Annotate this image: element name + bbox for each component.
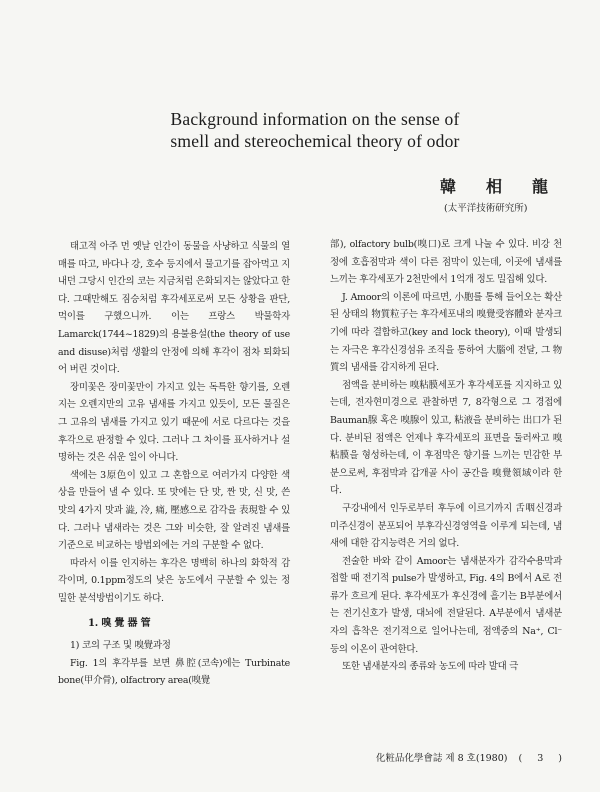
page-number: ( 3 ) bbox=[518, 753, 568, 764]
journal-citation: 化粧品化學會誌 제 8 호(1980) bbox=[375, 753, 508, 764]
paragraph: J. Amoor의 이론에 따르면, 小胞를 통해 들어오는 확산된 상태의 物質粒子는 후각세포내의 嗅覺受容體와 분자크기에 따라 결합하고(key and lock theory), 이때 발생되는 자극은 후각신경섬유 조직을 통하여 大腦에 전달, 그 物質의 냄새를 감지하게 된다. bbox=[330, 291, 562, 374]
paragraph: 구강내에서 인두로부터 후두에 이르기까지 舌咽신경과 미주신경이 분포되어 부후각신경영역을 이루게 되는데, 냄새에 대한 감지능력은 거의 없다. bbox=[330, 502, 562, 550]
paragraph: 또한 냄새분자의 종류와 농도에 따라 발대 극 bbox=[342, 661, 519, 673]
subsection-heading: 1) 코의 구조 및 嗅覺과정 bbox=[70, 640, 171, 652]
title-line-2: smell and stereochemical theory of odor bbox=[170, 131, 460, 151]
paragraph: 태고적 아주 먼 옛날 인간이 동물을 사냥하고 식물의 열매를 따고, 바다나 강, 호수 등지에서 물고기를 잡아먹고 지내던 그당시 인간의 코는 지금처럼 은화되지는 않았다고 한다. 그때만해도 짐승처럼 후각세포로써 모든 상황을 판단, 먹이를 구했으니까. 이는 프랑스 박물학자 Lamarck(1744~1829)의 용불용설(the theory of use and disuse)처럼 생활의 안정에 의해 후각이 점차 퇴화되어 버린 것이다. bbox=[58, 241, 291, 376]
paragraph: 색에는 3原色이 있고 그 혼합으로 여러가지 다양한 색상을 만들어 낼 수 있다. 또 맛에는 단 맛, 짠 맛, 신 맛, 쓴 맛의 4가지 맛과 澁, 冷, 痛, 壓感으로 감각을 表現할 수 있다. 그러나 냄새라는 것은 그와 비슷한, 잘 알려진 냄새를 기준으로 비교하는 방법외에는 거의 구분할 수 없다. bbox=[58, 469, 290, 552]
section-heading: 1. 嗅 覺 器 管 bbox=[88, 618, 151, 630]
author-name: 韓相龍 bbox=[440, 177, 579, 196]
paragraph: 部), olfactory bulb(嗅口)로 크게 나눌 수 있다. 비강 천정에 호흡점막과 색이 다른 점막이 있는데, 이곳에 냄새를 느끼는 후각세포가 2천만에서 1억개 정도 밀집해 있다. bbox=[330, 239, 562, 286]
paragraph: 장미꽃은 장미꽃만이 가지고 있는 독특한 향기를, 오렌지는 오렌지만의 고유 냄새를 가지고 있듯이, 모든 물질은 그 고유의 냄새를 가지고 있기 때문에 서로 다르다는 것을 후각으로 판정할 수 있다. 그러나 그 차이를 표사하거나 설명하는 것은 쉬운 일이 아니다. bbox=[58, 381, 290, 464]
paragraph: 전술한 바와 같이 Amoor는 냄새분자가 감각수용막과 접할 때 전기적 pulse가 발생하고, Fig. 4의 B에서 A로 전류가 흐르게 된다. 후각세포가 후신경에 흘기는 B부분에서는 전기신호가 발생, 대뇌에 전달된다. A부분에서 냄새분자의 흡착은 전기적으로 일어나는데, 점액중의 Na⁺, Cl⁻ 등의 이온이 관여한다. bbox=[330, 555, 562, 655]
article-title bbox=[150, 108, 480, 152]
title-line-1: Background information on the sense of bbox=[170, 109, 460, 129]
paragraph: 점액을 분비하는 嗅粘膜세포가 후각세포를 지지하고 있는데, 전자현미경으로 관찰하면 7, 8각형으로 그 경접에 Bauman腺 혹은 嗅腺이 있고, 粘液을 분비하는 出口가 된다. 분비된 점액은 언제나 후각세포의 표면을 둘러싸고 嗅粘膜을 형성하는데, 이 후점막은 향기를 느끼는 민감한 부분으로써, 후점막과 갑개골 사이 공간을 嗅覺領域이라 한다. bbox=[330, 379, 562, 497]
paragraph: Fig. 1의 후각부를 보면 鼻腔(코속)에는 Turbinate bone(甲介骨), olfactrory area(嗅覺 bbox=[58, 657, 290, 687]
right-column bbox=[330, 236, 562, 676]
page-footer bbox=[348, 750, 568, 764]
left-column bbox=[58, 238, 290, 690]
author-affiliation: (太平洋技術研究所) bbox=[444, 203, 528, 214]
paragraph: 따라서 이를 인지하는 후각은 명백히 하나의 화학적 감각이며, 0.1ppm정도의 낮은 농도에서 구분할 수 있는 정밀한 분석방법이기도 하다. bbox=[58, 557, 290, 604]
